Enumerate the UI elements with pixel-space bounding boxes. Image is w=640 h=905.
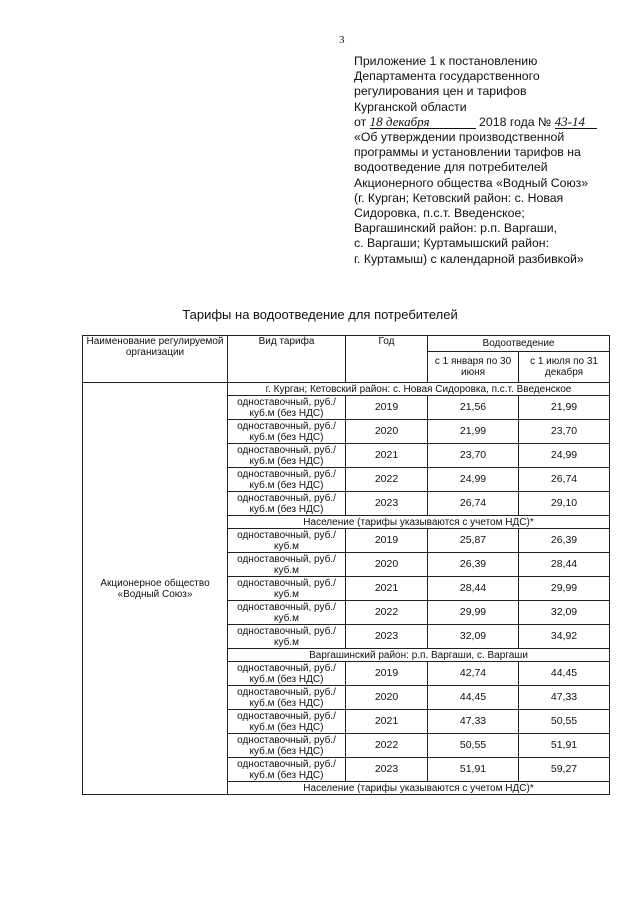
header-year: Год xyxy=(346,336,428,383)
appendix-line: Сидоровка, п.с.т. Введенское; xyxy=(354,206,525,221)
tariff-type-cell: одноставочный, руб./куб.м (без НДС) xyxy=(228,734,346,758)
period-2-value: 28,44 xyxy=(519,553,610,577)
period-2-value: 26,74 xyxy=(519,468,610,492)
year-cell: 2021 xyxy=(346,577,428,601)
year-cell: 2023 xyxy=(346,625,428,649)
tariff-type-cell: одноставочный, руб./куб.м (без НДС) xyxy=(228,492,346,516)
period-1-value: 42,74 xyxy=(428,662,519,686)
header-period-1: с 1 января по 30 июня xyxy=(428,352,519,383)
header-tariff-type: Вид тарифа xyxy=(228,336,346,383)
period-2-value: 34,92 xyxy=(519,625,610,649)
tariff-type-cell: одноставочный, руб./куб.м (без НДС) xyxy=(228,686,346,710)
date-prefix: от xyxy=(354,114,367,129)
handwritten-number: 43-14 xyxy=(555,115,597,129)
tariff-type-cell: одноставочный, руб./куб.м xyxy=(228,529,346,553)
year-cell: 2021 xyxy=(346,710,428,734)
year-cell: 2022 xyxy=(346,601,428,625)
period-1-value: 25,87 xyxy=(428,529,519,553)
appendix-line: с. Варгаши; Куртамышский район: xyxy=(354,236,549,251)
year-cell: 2022 xyxy=(346,468,428,492)
period-1-value: 26,74 xyxy=(428,492,519,516)
section-label: Население (тарифы указываются с учетом НДС)* xyxy=(228,516,610,529)
period-2-value: 29,99 xyxy=(519,577,610,601)
table-title: Тарифы на водоотведение для потребителей xyxy=(182,307,458,322)
year-text: 2018 года № xyxy=(479,114,552,129)
page-number: 3 xyxy=(339,34,345,46)
tariff-type-cell: одноставочный, руб./куб.м (без НДС) xyxy=(228,396,346,420)
period-1-value: 50,55 xyxy=(428,734,519,758)
appendix-line: регулирования цен и тарифов xyxy=(354,84,527,99)
period-2-value: 24,99 xyxy=(519,444,610,468)
period-1-value: 23,70 xyxy=(428,444,519,468)
tariff-type-cell: одноставочный, руб./куб.м (без НДС) xyxy=(228,468,346,492)
header-service: Водоотведение xyxy=(428,336,610,352)
year-cell: 2021 xyxy=(346,444,428,468)
tariff-type-cell: одноставочный, руб./куб.м (без НДС) xyxy=(228,710,346,734)
appendix-line: программы и установлении тарифов на xyxy=(354,145,581,160)
appendix-line: Курганской области xyxy=(354,99,467,114)
appendix-line: водоотведение для потребителей xyxy=(354,160,548,175)
org-name: Акционерное общество «Водный Союз» xyxy=(83,383,228,795)
header-org: Наименование регулируемой организации xyxy=(83,336,228,383)
period-1-value: 32,09 xyxy=(428,625,519,649)
year-cell: 2020 xyxy=(346,553,428,577)
period-2-value: 47,33 xyxy=(519,686,610,710)
appendix-line: Департамента государственного xyxy=(354,69,540,84)
year-cell: 2023 xyxy=(346,758,428,782)
appendix-header xyxy=(354,54,624,267)
header-period-2: с 1 июля по 31 декабря xyxy=(519,352,610,383)
period-2-value: 32,09 xyxy=(519,601,610,625)
year-cell: 2019 xyxy=(346,396,428,420)
period-2-value: 29,10 xyxy=(519,492,610,516)
year-cell: 2020 xyxy=(346,420,428,444)
appendix-line: Приложение 1 к постановлению xyxy=(354,54,538,68)
tariff-type-cell: одноставочный, руб./куб.м (без НДС) xyxy=(228,444,346,468)
appendix-line: г. Куртамыш) с календарной разбивкой» xyxy=(354,251,584,266)
period-2-value: 50,55 xyxy=(519,710,610,734)
appendix-line: Акционерного общества «Водный Союз» xyxy=(354,175,589,190)
appendix-line: (г. Курган; Кетовский район: с. Новая xyxy=(354,190,564,205)
tariff-type-cell: одноставочный, руб./куб.м xyxy=(228,553,346,577)
tariff-type-cell: одноставочный, руб./куб.м (без НДС) xyxy=(228,662,346,686)
period-2-value: 21,99 xyxy=(519,396,610,420)
year-cell: 2022 xyxy=(346,734,428,758)
tariff-type-cell: одноставочный, руб./куб.м (без НДС) xyxy=(228,758,346,782)
period-2-value: 51,91 xyxy=(519,734,610,758)
section-label: Варгашинский район: р.п. Варгаши, с. Варгаши xyxy=(228,649,610,662)
period-1-value: 29,99 xyxy=(428,601,519,625)
appendix-line: Варгашинский район: р.п. Варгаши, xyxy=(354,221,557,236)
tariff-type-cell: одноставочный, руб./куб.м (без НДС) xyxy=(228,420,346,444)
tariff-type-cell: одноставочный, руб./куб.м xyxy=(228,577,346,601)
tariff-type-cell: одноставочный, руб./куб.м xyxy=(228,601,346,625)
period-1-value: 24,99 xyxy=(428,468,519,492)
period-2-value: 59,27 xyxy=(519,758,610,782)
period-1-value: 21,56 xyxy=(428,396,519,420)
period-1-value: 26,39 xyxy=(428,553,519,577)
year-cell: 2023 xyxy=(346,492,428,516)
period-1-value: 28,44 xyxy=(428,577,519,601)
period-2-value: 23,70 xyxy=(519,420,610,444)
period-2-value: 44,45 xyxy=(519,662,610,686)
section-label: Население (тарифы указываются с учетом НДС)* xyxy=(228,782,610,795)
period-1-value: 21,99 xyxy=(428,420,519,444)
decree-date-line xyxy=(354,115,624,130)
tariff-type-cell: одноставочный, руб./куб.м xyxy=(228,625,346,649)
handwritten-date: 18 декабря xyxy=(370,115,476,129)
year-cell: 2020 xyxy=(346,686,428,710)
year-cell: 2019 xyxy=(346,529,428,553)
period-2-value: 26,39 xyxy=(519,529,610,553)
appendix-line: «Об утверждении производственной xyxy=(354,130,565,145)
period-1-value: 51,91 xyxy=(428,758,519,782)
period-1-value: 44,45 xyxy=(428,686,519,710)
period-1-value: 47,33 xyxy=(428,710,519,734)
year-cell: 2019 xyxy=(346,662,428,686)
section-label: г. Курган; Кетовский район: с. Новая Сидоровка, п.с.т. Введенское xyxy=(228,383,610,396)
tariff-table xyxy=(82,335,610,795)
